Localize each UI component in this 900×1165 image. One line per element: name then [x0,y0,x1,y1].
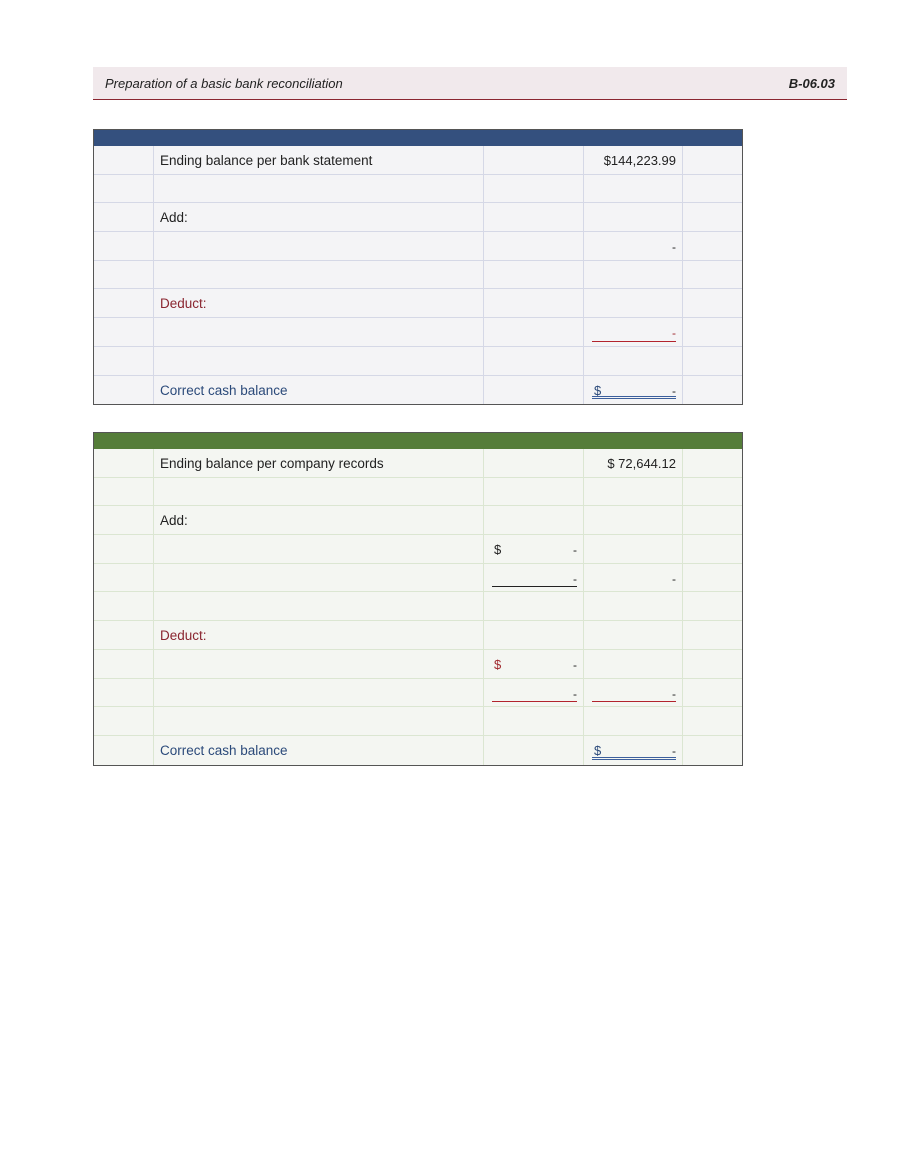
company-deduct-item1-value: - [573,657,577,672]
company-deduct-dollar-sign: $ [494,656,502,672]
table-row [94,203,742,232]
company-reconciliation-table [93,432,743,766]
double-underline [592,396,676,399]
company-correct-dollar-sign: $ [594,742,602,758]
table-row [94,376,742,405]
bank-correct-dollar-sign: $ [594,382,602,398]
company-ending-balance-label: Ending balance per company records [160,456,384,471]
table-row [94,736,742,765]
company-add-item1-value: - [573,543,577,558]
bank-deduct-total: - [672,326,676,341]
company-ending-balance-value: $ 72,644.12 [607,456,676,471]
table-row [94,679,742,708]
table-row [94,232,742,261]
table-row [94,535,742,564]
bank-correct-balance-value: - [672,383,676,398]
red-underline [592,701,676,702]
table-row [94,506,742,535]
company-correct-balance-label: Correct cash balance [160,742,288,758]
table-row [94,564,742,593]
company-deduct-item2-value: - [573,686,577,701]
page-title: Preparation of a basic bank reconciliation [105,76,343,91]
bank-table-header-bar [94,130,742,146]
company-deduct-total: - [672,686,676,701]
bank-correct-balance-label: Correct cash balance [160,382,288,398]
bank-deduct-label: Deduct: [160,296,207,312]
table-row [94,175,742,204]
table-row [94,478,742,507]
exercise-code: B-06.03 [788,76,835,91]
table-row [94,449,742,478]
bank-add-total: - [672,240,676,255]
table-row [94,592,742,621]
table-row [94,347,742,376]
bank-ending-balance-value: $144,223.99 [603,153,676,168]
red-underline [592,341,676,342]
table-row [94,318,742,347]
company-add-item2-value: - [573,571,577,586]
red-underline [492,701,577,702]
company-add-label: Add: [160,513,188,529]
company-add-total: - [672,571,676,586]
bank-reconciliation-table [93,129,743,405]
table-row [94,707,742,736]
bank-add-label: Add: [160,210,188,226]
double-underline [592,757,676,760]
page-header [93,67,847,100]
bank-ending-balance-label: Ending balance per bank statement [160,153,373,168]
table-row [94,621,742,650]
company-add-dollar-sign: $ [494,542,502,558]
black-underline [492,586,577,587]
table-row [94,261,742,290]
company-correct-balance-value: - [672,743,676,758]
table-row [94,650,742,679]
company-deduct-label: Deduct: [160,628,207,644]
company-table-header-bar [94,433,742,449]
table-row [94,289,742,318]
table-row [94,146,742,175]
